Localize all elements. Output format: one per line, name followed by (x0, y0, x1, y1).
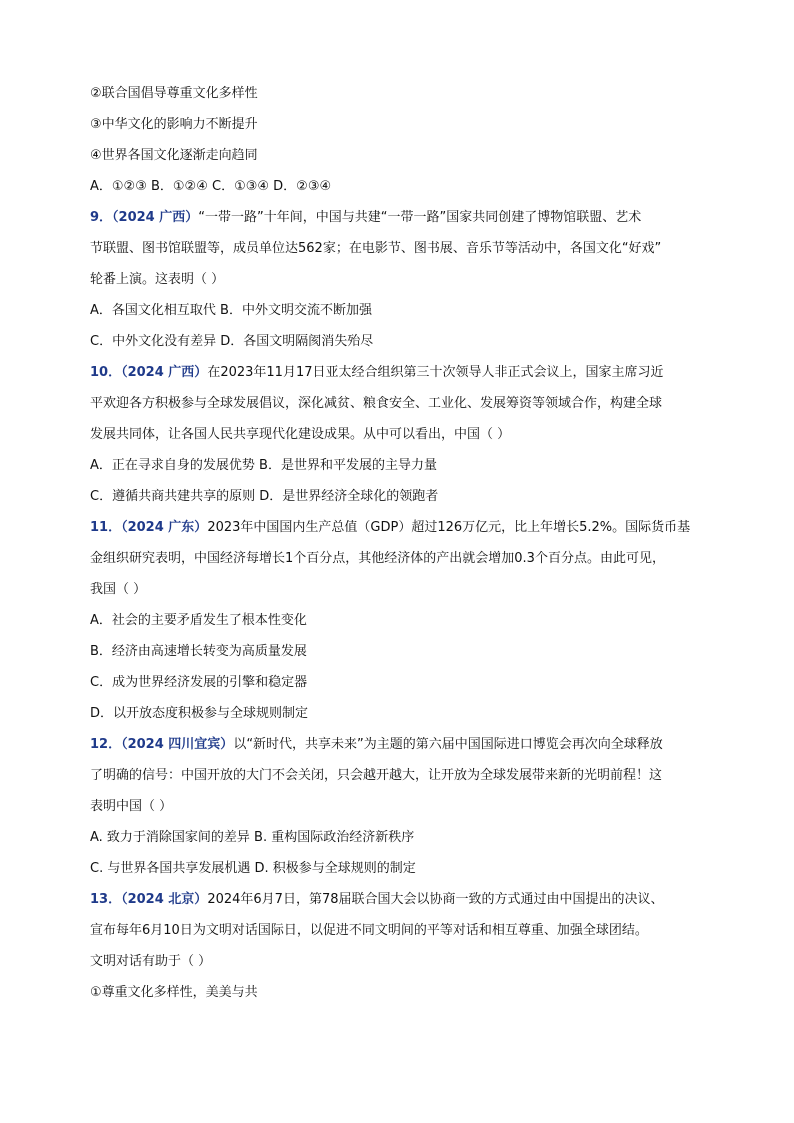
question-source: （2024 广东） (121, 520, 208, 535)
question-12-line-1 (90, 729, 710, 760)
question-10-line-1 (90, 357, 710, 388)
question-stem: “一带一路”十年间，中国与共建“一带一路”国家共同创建了博物馆联盟、艺术 (198, 210, 642, 225)
question-stem: 2024年6月7日，第78届联合国大会以协商一致的方式通过由中国提出的决议、 (207, 892, 664, 907)
question-9-line-1 (90, 202, 710, 233)
question-12-line-3: 表明中国（ ） (90, 799, 173, 814)
question-source: （2024 广西） (121, 365, 208, 380)
question-11-option-b: B．经济由高速增长转变为高质量发展 (90, 644, 307, 659)
question-10-line-3: 发展共同体，让各国人民共享现代化建设成果。从中可以看出，中国（ ） (90, 427, 511, 442)
question-13-line-3: 文明对话有助于（ ） (90, 954, 212, 969)
question-9-option-cd: C．中外文化没有差异 D．各国文明隔阂消失殆尽 (90, 334, 374, 349)
question-9-line-2: 节联盟、图书馆联盟等，成员单位达562家；在电影节、图书展、音乐节等活动中，各国文化“好戏” (90, 241, 662, 256)
question-9-option-ab: A．各国文化相互取代 B．中外文明交流不断加强 (90, 303, 372, 318)
statement-4: ④世界各国文化逐渐走向趋同 (90, 148, 258, 163)
question-number: 13． (90, 892, 122, 907)
question-12-option-ab: A. 致力于消除国家间的差异 B. 重构国际政治经济新秩序 (90, 830, 415, 845)
question-number: 10． (90, 365, 122, 380)
document-page (90, 78, 710, 1008)
question-11-line-2: 金组织研究表明，中国经济每增长1个百分点，其他经济体的产出就会增加0.3个百分点。由此可见， (90, 551, 665, 566)
question-10-line-2: 平欢迎各方积极参与全球发展倡议，深化减贫、粮食安全、工业化、发展筹资等领域合作，构建全球 (90, 396, 663, 411)
question-source: （2024 广西） (112, 210, 199, 225)
answer-options-q8: A．①②③ B．①②④ C．①③④ D．②③④ (90, 179, 332, 194)
question-source: （2024 北京） (121, 892, 208, 907)
question-stem: 在2023年11月17日亚太经合组织第三十次领导人非正式会议上，国家主席习近 (207, 365, 664, 380)
question-10-option-ab: A．正在寻求自身的发展优势 B．是世界和平发展的主导力量 (90, 458, 437, 473)
question-11-option-d: D．以开放态度积极参与全球规则制定 (90, 706, 309, 721)
statement-2: ②联合国倡导尊重文化多样性 (90, 86, 258, 101)
question-13-line-1 (90, 884, 710, 915)
question-number: 9． (90, 210, 113, 225)
question-11-line-1 (90, 512, 710, 543)
question-stem: 以“新时代，共享未来”为主题的第六届中国国际进口博览会再次向全球释放 (233, 737, 663, 752)
question-11-option-c: C．成为世界经济发展的引擎和稳定器 (90, 675, 308, 690)
question-12-line-2: 了明确的信号：中国开放的大门不会关闭，只会越开越大，让开放为全球发展带来新的光明前程！这 (90, 768, 663, 783)
question-stem: 2023年中国国内生产总值（GDP）超过126万亿元，比上年增长5.2%。国际货币基 (207, 520, 691, 535)
question-number: 12． (90, 737, 122, 752)
question-number: 11． (90, 520, 122, 535)
question-12-option-cd: C. 与世界各国共享发展机遇 D. 积极参与全球规则的制定 (90, 861, 416, 876)
question-10-option-cd: C．遵循共商共建共享的原则 D．是世界经济全球化的领跑者 (90, 489, 439, 504)
question-source: （2024 四川宜宾） (121, 737, 234, 752)
question-11-option-a: A．社会的主要矛盾发生了根本性变化 (90, 613, 307, 628)
question-11-line-3: 我国（ ） (90, 582, 147, 597)
question-13-statement-1: ①尊重文化多样性，美美与共 (90, 985, 258, 1000)
question-13-line-2: 宣布每年6月10日为文明对话国际日，以促进不同文明间的平等对话和相互尊重、加强全球团结。 (90, 923, 648, 938)
question-9-line-3: 轮番上演。这表明（ ） (90, 272, 225, 287)
statement-3: ③中华文化的影响力不断提升 (90, 117, 258, 132)
